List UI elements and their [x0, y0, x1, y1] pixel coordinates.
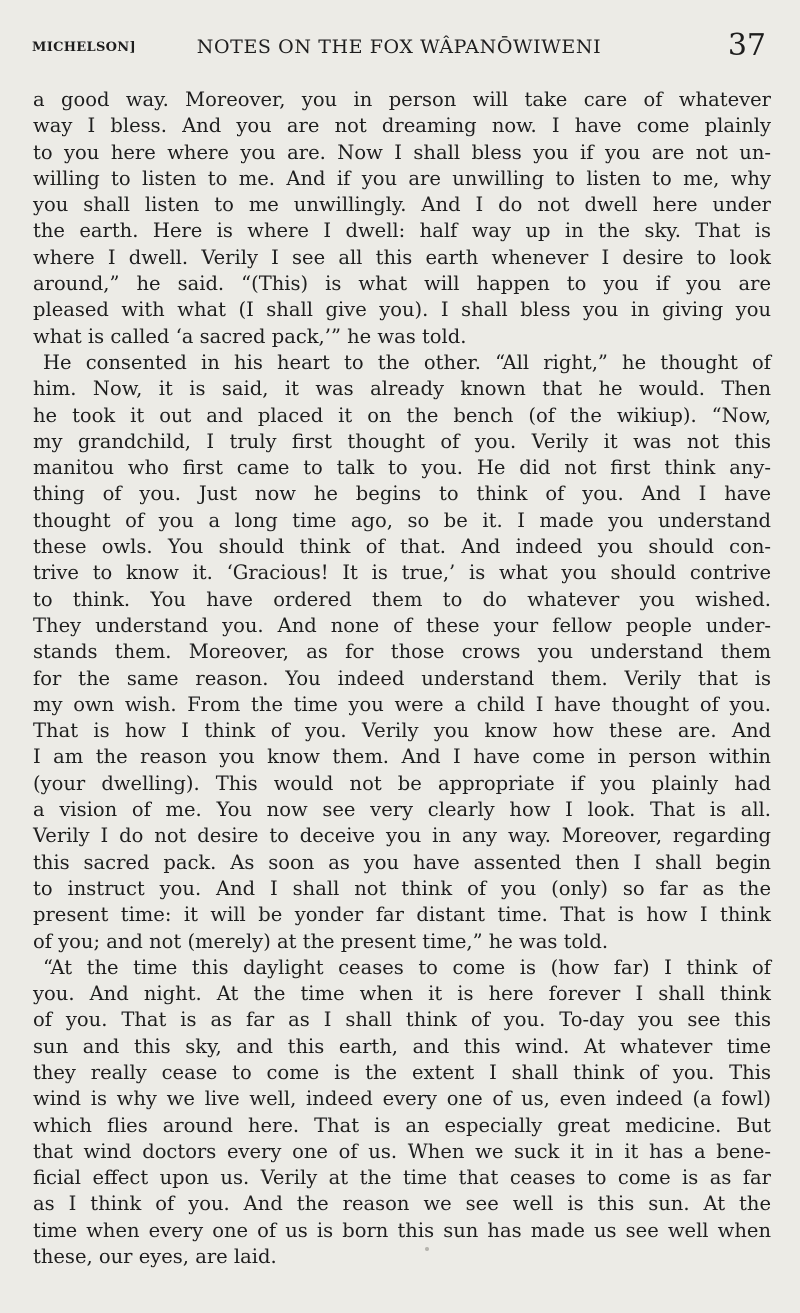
text-line: I am the reason you know them. And I have come in person within [33, 745, 771, 769]
text-line: willing to listen to me. And if you are unwilling to listen to me, why [33, 166, 771, 190]
text-line: for the same reason. You indeed understand them. Verily that is [33, 666, 771, 690]
text-line: ficial effect upon us. Verily at the time that ceases to come is as far [33, 1166, 771, 1190]
text-line: That is how I think of you. Verily you know how these are. And [33, 719, 771, 743]
text-line: thought of you a long time ago, so be it. I made you understand [33, 508, 771, 532]
text-line: you. And night. At the time when it is here forever I shall think [33, 982, 771, 1006]
text-line: way I bless. And you are not dreaming now. I have come plainly [33, 114, 771, 138]
text-line: thing of you. Just now he begins to think of you. And I have [33, 482, 771, 506]
text-line: to you here where you are. Now I shall bless you if you are not un- [33, 140, 771, 164]
text-line: as I think of you. And the reason we see well is this sun. At the [33, 1192, 771, 1216]
chapter-running-title: NOTES ON THE FOX WÂPANŌWIWENI [196, 36, 602, 58]
text-line: the earth. Here is where I dwell: half way up in the sky. That is [33, 219, 771, 243]
running-head [32, 28, 766, 64]
text-line: what is called ‘a sacred pack,’” he was told. [33, 324, 467, 348]
text-line: around,” he said. “(This) is what will happen to you if you are [33, 272, 771, 296]
text-line: of you; and not (merely) at the present time,” he was told. [33, 929, 609, 953]
text-line: wind is why we live well, indeed every one of us, even indeed (a fowl) [33, 1087, 771, 1111]
text-line: He consented in his heart to the other. “All right,” he thought of [43, 350, 771, 374]
text-line: he took it out and placed it on the bench (of the wikiup). “Now, [33, 403, 771, 427]
text-line: these, our eyes, are laid. [33, 1245, 277, 1269]
page-number: 37 [727, 28, 766, 63]
text-line: where I dwell. Verily I see all this earth whenever I desire to look [33, 245, 771, 269]
speck-mark [425, 1247, 429, 1251]
text-line: my own wish. From the time you were a child I have thought of you. [33, 692, 771, 716]
text-line: this sacred pack. As soon as you have assented then I shall begin [33, 850, 771, 874]
text-line: of you. That is as far as I shall think of you. To-day you see this [33, 1008, 771, 1032]
text-line: to instruct you. And I shall not think of you (only) so far as the [33, 876, 771, 900]
text-line: you shall listen to me unwillingly. And I do not dwell here under [33, 193, 771, 217]
text-line: They understand you. And none of these your fellow people under- [33, 613, 771, 637]
text-line: that wind doctors every one of us. When we suck it in it has a bene- [33, 1139, 771, 1163]
text-line: manitou who first came to talk to you. He did not first think any- [33, 456, 771, 480]
text-line: my grandchild, I truly first thought of you. Verily it was not this [33, 429, 771, 453]
text-line: “At the time this daylight ceases to come is (how far) I think of [43, 955, 771, 979]
text-line: trive to know it. ‘Gracious! It is true,’ is what you should contrive [33, 561, 771, 585]
text-line: a vision of me. You now see very clearly how I look. That is all. [33, 798, 771, 822]
text-line: him. Now, it is said, it was already known that he would. Then [33, 377, 771, 401]
text-line: sun and this sky, and this earth, and this wind. At whatever time [33, 1034, 771, 1058]
text-line: present time: it will be yonder far distant time. That is how I think [33, 903, 771, 927]
text-line: these owls. You should think of that. And indeed you should con- [33, 535, 771, 559]
body-text [33, 87, 771, 1270]
text-line: pleased with what (I shall give you). I shall bless you in giving you [33, 298, 771, 322]
text-line: time when every one of us is born this sun has made us see well when [33, 1218, 771, 1242]
text-line: a good way. Moreover, you in person will take care of whatever [33, 88, 771, 111]
text-line: they really cease to come is the extent I shall think of you. This [33, 1060, 771, 1084]
text-line: Verily I do not desire to deceive you in any way. Moreover, regarding [33, 824, 771, 848]
text-line: to think. You have ordered them to do whatever you wished. [33, 587, 771, 611]
text-line: (your dwelling). This would not be appropriate if you plainly had [33, 771, 771, 795]
text-line: stands them. Moreover, as for those crows you understand them [33, 640, 771, 664]
text-line: which flies around here. That is an especially great medicine. But [33, 1113, 771, 1137]
author-running-head: MICHELSON] [32, 40, 136, 55]
